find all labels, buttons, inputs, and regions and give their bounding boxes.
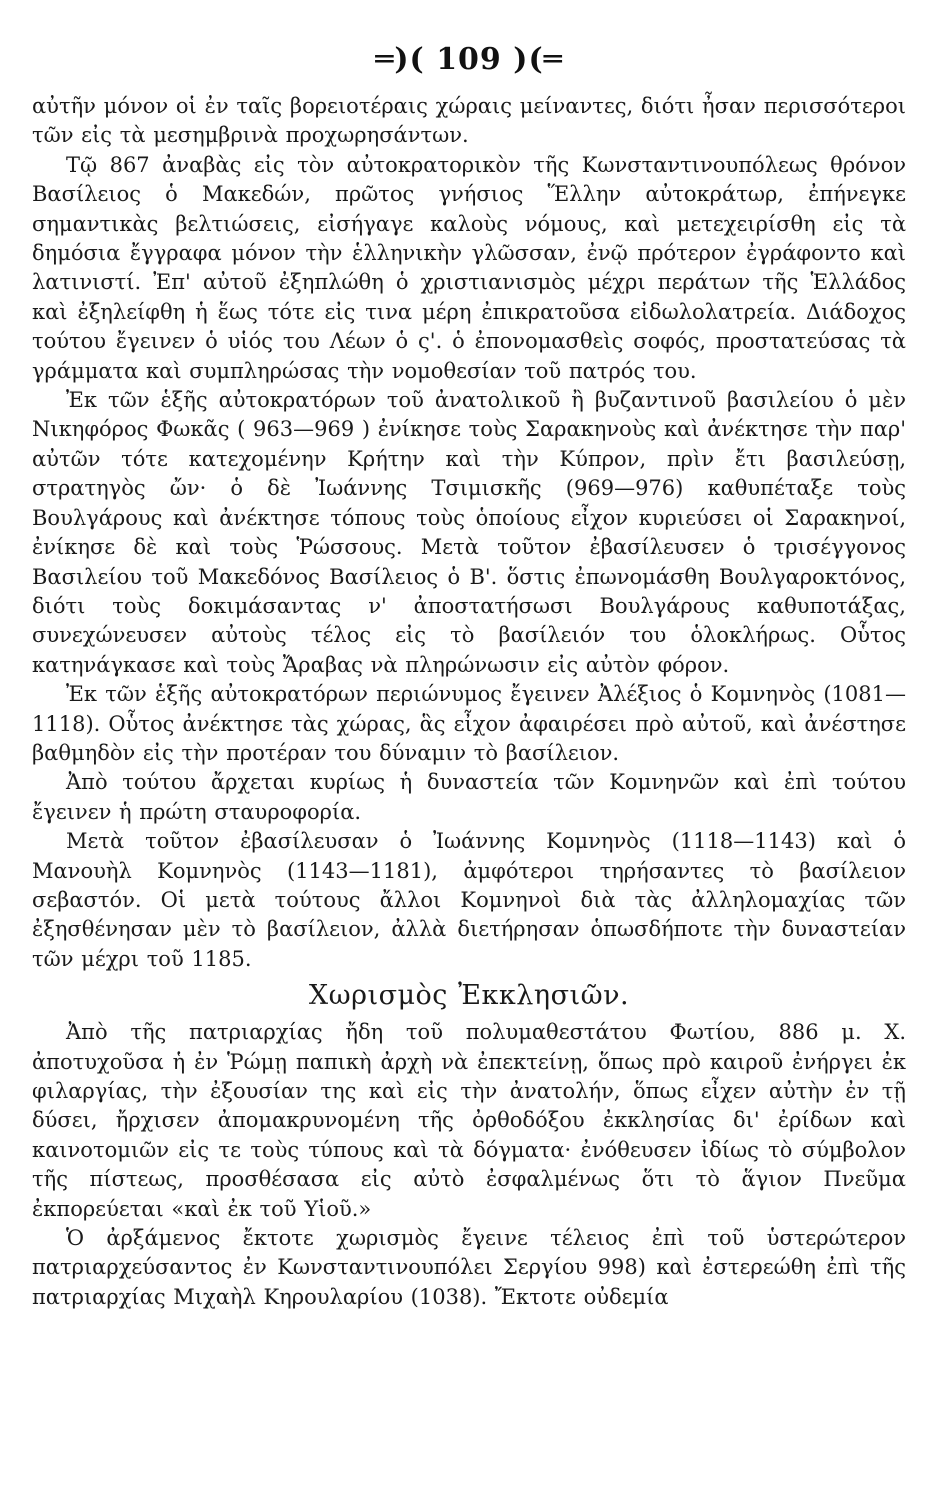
paragraph: Ἐκ τῶν ἑξῆς αὐτοκρατόρων περιώνυμος ἔγεινεν Ἀλέξιος ὁ Κομνηνὸς (1081—1118). Οὗτος ἀνέκτησε τὰς χώρας, ἃς εἶχον ἀφαιρέσει πρὸ αὐτοῦ, καὶ ἀνέστησε βαθμηδὸν εἰς τὴν προτέραν του δύναμιν τὸ βασίλειον. [32,682,906,765]
paragraph: Τῷ 867 ἀναβὰς εἰς τὸν αὐτοκρατορικὸν τῆς Κωνσταντινουπόλεως θρόνον Βασίλειος ὁ Μακεδών, πρῶτος γνήσιος Ἕλλην αὐτοκράτωρ, ἐπήνεγκε σημαντικὰς βελτιώσεις, εἰσήγαγε καλοὺς νόμους, καὶ μετεχειρίσθη εἰς τὰ δημόσια ἔγγραφα μόνον τὴν ἑλληνικὴν γλῶσσαν, ἐνῷ πρότερον ἐγράφοντο καὶ λατινιστί. Ἐπ' αὐτοῦ ἐξηπλώθη ὁ χριστιανισμὸς μέχρι περάτων τῆς Ἑλλάδος καὶ ἐξηλείφθη ἡ ἕως τότε εἰς τινα μέρη ἐπικρατοῦσα εἰδωλολατρεία. Διάδοχος τούτου ἔγεινεν ὁ υἱός του Λέων ὁ ς'. ὁ ἐπονομασθεὶς σοφός, προστατεύσας τὰ γράμματα καὶ συμπληρώσας τὴν νομοθεσίαν τοῦ πατρός του. [32,152,906,383]
page-header [32,40,906,92]
paragraph: Μετὰ τοῦτον ἐβασίλευσαν ὁ Ἰωάννης Κομνηνὸς (1118—1143) καὶ ὁ Μανουὴλ Κομνηνὸς (1143—1181), ἀμφότεροι τηρήσαντες τὸ βασίλειον σεβαστόν. Οἱ μετὰ τούτους ἄλλοι Κομνηνοὶ διὰ τὰς ἀλληλομαχίας τῶν ἐξησθένησαν μὲν τὸ βασίλειον, ἀλλὰ διετήρησαν ὁπωσδήποτε τὴν δυναστείαν τῶν μέχρι τοῦ 1185. [32,829,906,971]
page-number: 109 [436,42,502,77]
section-title: Χωρισμὸς Ἐκκλησιῶν. [308,980,630,1012]
header-ornament-right: )(═ [513,42,563,77]
paragraph: Ἀπὸ τῆς πατριαρχίας ἤδη τοῦ πολυμαθεστάτου Φωτίου, 886 μ. Χ. ἀποτυχοῦσα ἡ ἐν Ῥώμῃ παπικὴ ἀρχὴ νὰ ἐπεκτείνῃ, ὅπως πρὸ καιροῦ ἐνήργει ἐκ φιλαργίας, τὴν ἐξουσίαν της καὶ εἰς τὴν ἀνατολήν, ὅπως εἶχεν αὐτὴν ἐν τῇ δύσει, ἤρχισεν ἀπομακρυνομένη τῆς ὀρθοδόξου ἐκκλησίας δι' ἐρίδων καὶ καινοτομιῶν εἰς τε τοὺς τύπους καὶ τὰ δόγματα· ἐνόθευσεν ἰδίως τὸ σύμβολον τῆς πίστεως, προσθέσασα εἰς αὐτὸ ἐσφαλμένως ὅτι τὸ ἅγιον Πνεῦμα ἐκπορεύεται «καὶ ἐκ τοῦ Υἱοῦ.» [32,1020,906,1221]
paragraph: αὐτῆν μόνον οἱ ἐν ταῖς βορειοτέραις χώραις μείναντες, διότι ἦσαν περισσότεροι τῶν εἰς τὰ μεσημβρινὰ προχωρησάντων. [32,94,906,148]
body-text [32,92,906,1312]
paragraph: Ὁ ἀρξάμενος ἔκτοτε χωρισμὸς ἔγεινε τέλειος ἐπὶ τοῦ ὑστερώτερον πατριαρχεύσαντος ἐν Κωνσταντινουπόλει Σεργίου 998) καὶ ἐστερεώθη ἐπὶ τῆς πατριαρχίας Μιχαὴλ Κηρουλαρίου (1038). Ἔκτοτε οὐδεμία [32,1226,906,1309]
paragraph: Ἐκ τῶν ἑξῆς αὐτοκρατόρων τοῦ ἀνατολικοῦ ἢ βυζαντινοῦ βασιλείου ὁ μὲν Νικηφόρος Φωκᾶς ( 963—969 ) ἐνίκησε τοὺς Σαρακηνοὺς καὶ ἀνέκτησε τὴν παρ' αὐτῶν τότε κατεχομένην Κρήτην καὶ τὴν Κύπρον, πρὶν ἔτι βασιλεύσῃ, στρατηγὸς ὤν· ὁ δὲ Ἰωάννης Τσιμισκῆς (969—976) καθυπέταξε τοὺς Βουλγάρους καὶ ἀνέκτησε τόπους τοὺς ὁποίους εἶχον κυριεύσει οἱ Σαρακηνοί, ἐνίκησε δὲ καὶ τοὺς Ῥώσσους. Μετὰ τοῦτον ἐβασίλευσεν ὁ τρισέγγονος Βασιλείου τοῦ Μακεδόνος Βασίλειος ὁ Β'. ὅστις ἐπωνομάσθη Βουλγαροκτόνος, διότι τοὺς δοκιμάσαντας ν' ἀποστατήσωσι Βουλγάρους καθυποτάξας, συνεχώνευσεν αὐτοὺς τέλος εἰς τὸ βασίλειόν του ὁλοκλήρως. Οὗτος κατηνάγκασε καὶ τοὺς Ἄραβας νὰ πληρώνωσιν εἰς αὐτὸν φόρον. [32,388,906,677]
paragraph: Ἀπὸ τούτου ἄρχεται κυρίως ἡ δυναστεία τῶν Κομνηνῶν καὶ ἐπὶ τούτου ἔγεινεν ἡ πρώτη σταυροφορία. [32,770,906,824]
header-ornament-left: ═)( [375,42,425,77]
